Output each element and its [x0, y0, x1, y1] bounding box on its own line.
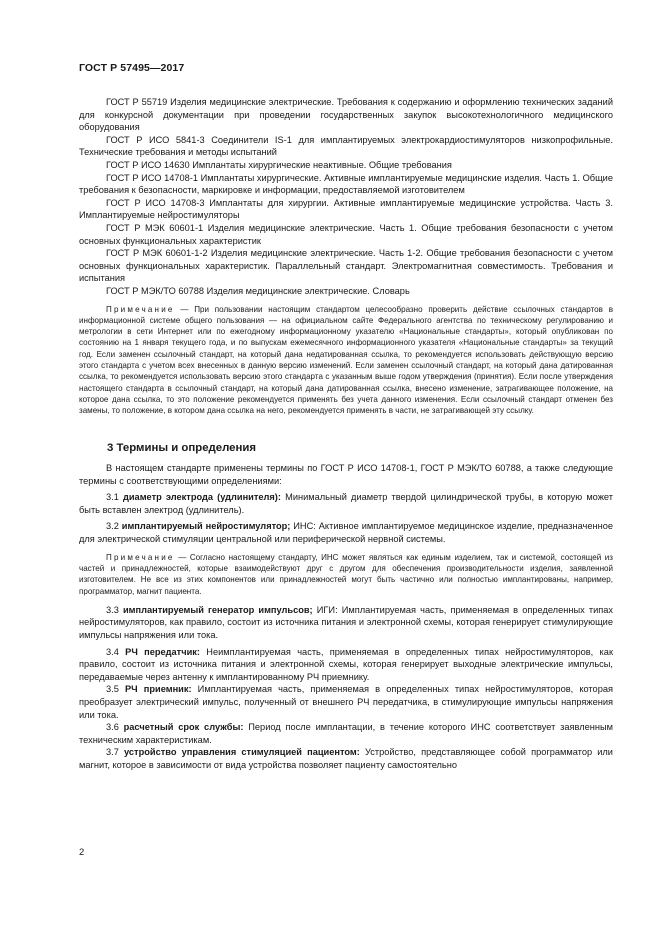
term-3-5	[79, 683, 613, 721]
term-3-6	[79, 721, 613, 746]
term-number: 3.2	[106, 521, 122, 532]
term-name: имплантируемый нейростимулятор;	[121, 521, 291, 532]
term-name: РЧ передатчик:	[125, 646, 200, 657]
term-definition: ИНС: Активное имплантируемое медицинское изделие, предназначенное для электрической стимуляции центральной или периферической нервной системы.	[79, 521, 613, 545]
note-references	[79, 304, 613, 417]
term-name: имплантируемый генератор импульсов;	[122, 604, 313, 615]
document-body	[79, 96, 613, 772]
term-name: расчетный срок службы:	[123, 722, 244, 733]
term-definition: Имплантируемая часть, применяемая в определенных типах нейростимуляторов, которая преобразует электрический импульс, полученный от внешнего РЧ передатчика, в стимулирующие импульсы напряжения или тока.	[79, 684, 613, 720]
term-definition: Устройство, представляющее собой программатор или магнит, которое в зависимости от вида устройства позволяет пациенту самостоятельно	[79, 747, 613, 770]
term-definition: Период после имплантации, в течение которого ИНС соответствует заявленным техническим характеристикам.	[79, 722, 614, 745]
note-label: Примечание	[106, 304, 175, 314]
reference-item: ГОСТ Р ИСО 14630 Имплантаты хирургические неактивные. Общие требования	[106, 159, 452, 170]
reference-item: ГОСТ Р ИСО 5841-3 Соединители IS-1 для имплантируемых электрокардиостимуляторов низкопрофильные. Технические требования и методы испытаний	[79, 134, 613, 158]
term-3-3	[79, 604, 613, 642]
note-text: — Согласно настоящему стандарту, ИНС может являться как единым изделием, так и системой, состоящей из частей и принадлежностей, которые взаимодействуют друг с другом для обеспечения производительности изделия, заявленной изготовителем. Не все из этих компонентов или принадлежностей могут быть частично или полностью имплантированы, например, программатор, магнит пациента.	[79, 552, 613, 596]
term-definition: Неимплантируемая часть, применяемая в определенных типах нейростимуляторов, как правило, состоит из источника питания и электронной схемы, которая генерирует выходные электрические импульсы, передаваемые через антенну к имплантированному РЧ приемнику.	[79, 646, 613, 682]
term-number: 3.7	[106, 747, 124, 758]
term-number: 3.4	[106, 646, 126, 657]
section-title: 3 Термины и определения	[107, 442, 257, 455]
reference-item: ГОСТ Р МЭК/ТО 60788 Изделия медицинские электрические. Словарь	[106, 285, 410, 296]
term-3-1	[79, 491, 613, 516]
term-3-4	[79, 646, 613, 684]
note-ins	[79, 552, 613, 597]
term-name: диаметр электрода (удлинителя):	[123, 492, 281, 503]
reference-item: ГОСТ Р МЭК 60601-1-2 Изделия медицинские электрические. Часть 1-2. Общие требования безопасности с учетом основных функциональных характеристик. Параллельный стандарт. Электромагнитная совместимость. Требования и испытания	[79, 248, 613, 284]
term-3-7	[79, 746, 613, 771]
reference-item: ГОСТ Р ИСО 14708-1 Имплантаты хирургические. Активные имплантируемые медицинские изделия. Часть 1. Общие требования к безопасности, маркировке и информации, предоставляемой изготовителем	[79, 172, 613, 196]
term-name: РЧ приемник:	[124, 684, 192, 695]
term-definition: Минимальный диаметр твердой цилиндрической трубы, в которую может быть вставлен электрод (удлинитель).	[79, 492, 613, 515]
note-text: — При пользовании настоящим стандартом целесообразно проверить действие ссылочных стандартов в информационной системе общего пользования — на официальном сайте Федерального агентства по техническому регулированию и метрологии в сети Интернет или по ежегодному информационному указателю «Национальные стандарты», который опубликован по состоянию на 1 января текущего года, и по выпускам ежемесячного информационного указателя «Национальные стандарты» за текущий год. Если заменен ссылочный стандарт, на который дана недатированная ссылка, то рекомендуется использовать действующую версию этого стандарта с учетом всех внесенных в данную версию изменений. Если заменен ссылочный стандарт, на который дана датированная ссылка, то рекомендуется использовать версию этого стандарта с указанным выше годом утверждения (принятия). Если после утверждения настоящего стандарта в ссылочный стандарт, на который дана датированная ссылка, внесено изменение, затрагивающее положение, на которое дана ссылка, то это положение рекомендуется применять без учета данного изменения. Если ссылочный стандарт отменен без замены, то положение, в котором дана ссылка на него, рекомендуется применять в части, не затрагивающей эту ссылку.	[79, 304, 613, 416]
page-number: 2	[79, 847, 85, 858]
term-3-2	[79, 520, 613, 545]
term-number: 3.5	[106, 684, 125, 695]
term-number: 3.1	[106, 492, 123, 503]
reference-item: ГОСТ Р МЭК 60601-1 Изделия медицинские электрические. Часть 1. Общие требования безопасности с учетом основных функциональных характеристик	[79, 222, 613, 246]
reference-item: ГОСТ Р ИСО 14708-3 Имплантаты для хирургии. Активные имплантируемые медицинские устройства. Часть 3. Имплантируемые нейростимуляторы	[79, 197, 613, 221]
term-definition: ИГИ: Имплантируемая часть, применяемая в определенных типах нейростимуляторов, как правило, состоит из источника питания и электронной схемы, которая генерирует стимулирующие импульсы напряжения или тока.	[79, 604, 614, 640]
term-number: 3.3	[106, 604, 123, 615]
section-intro: В настоящем стандарте применены термины по ГОСТ Р ИСО 14708-1, ГОСТ Р МЭК/ТО 60788, а также следующие термины с соответствующими определениями:	[79, 463, 613, 486]
term-number: 3.6	[106, 722, 124, 733]
note-label: Примечание	[106, 552, 175, 562]
term-name: устройство управления стимуляцией пациентом:	[124, 747, 360, 758]
standard-header: ГОСТ Р 57495—2017	[79, 62, 185, 74]
reference-item: ГОСТ Р 55719 Изделия медицинские электрические. Требования к содержанию и оформлению технических заданий для конкурсной документации при проведении государственных закупок высокотехнологичного медицинского оборудования	[79, 97, 613, 133]
